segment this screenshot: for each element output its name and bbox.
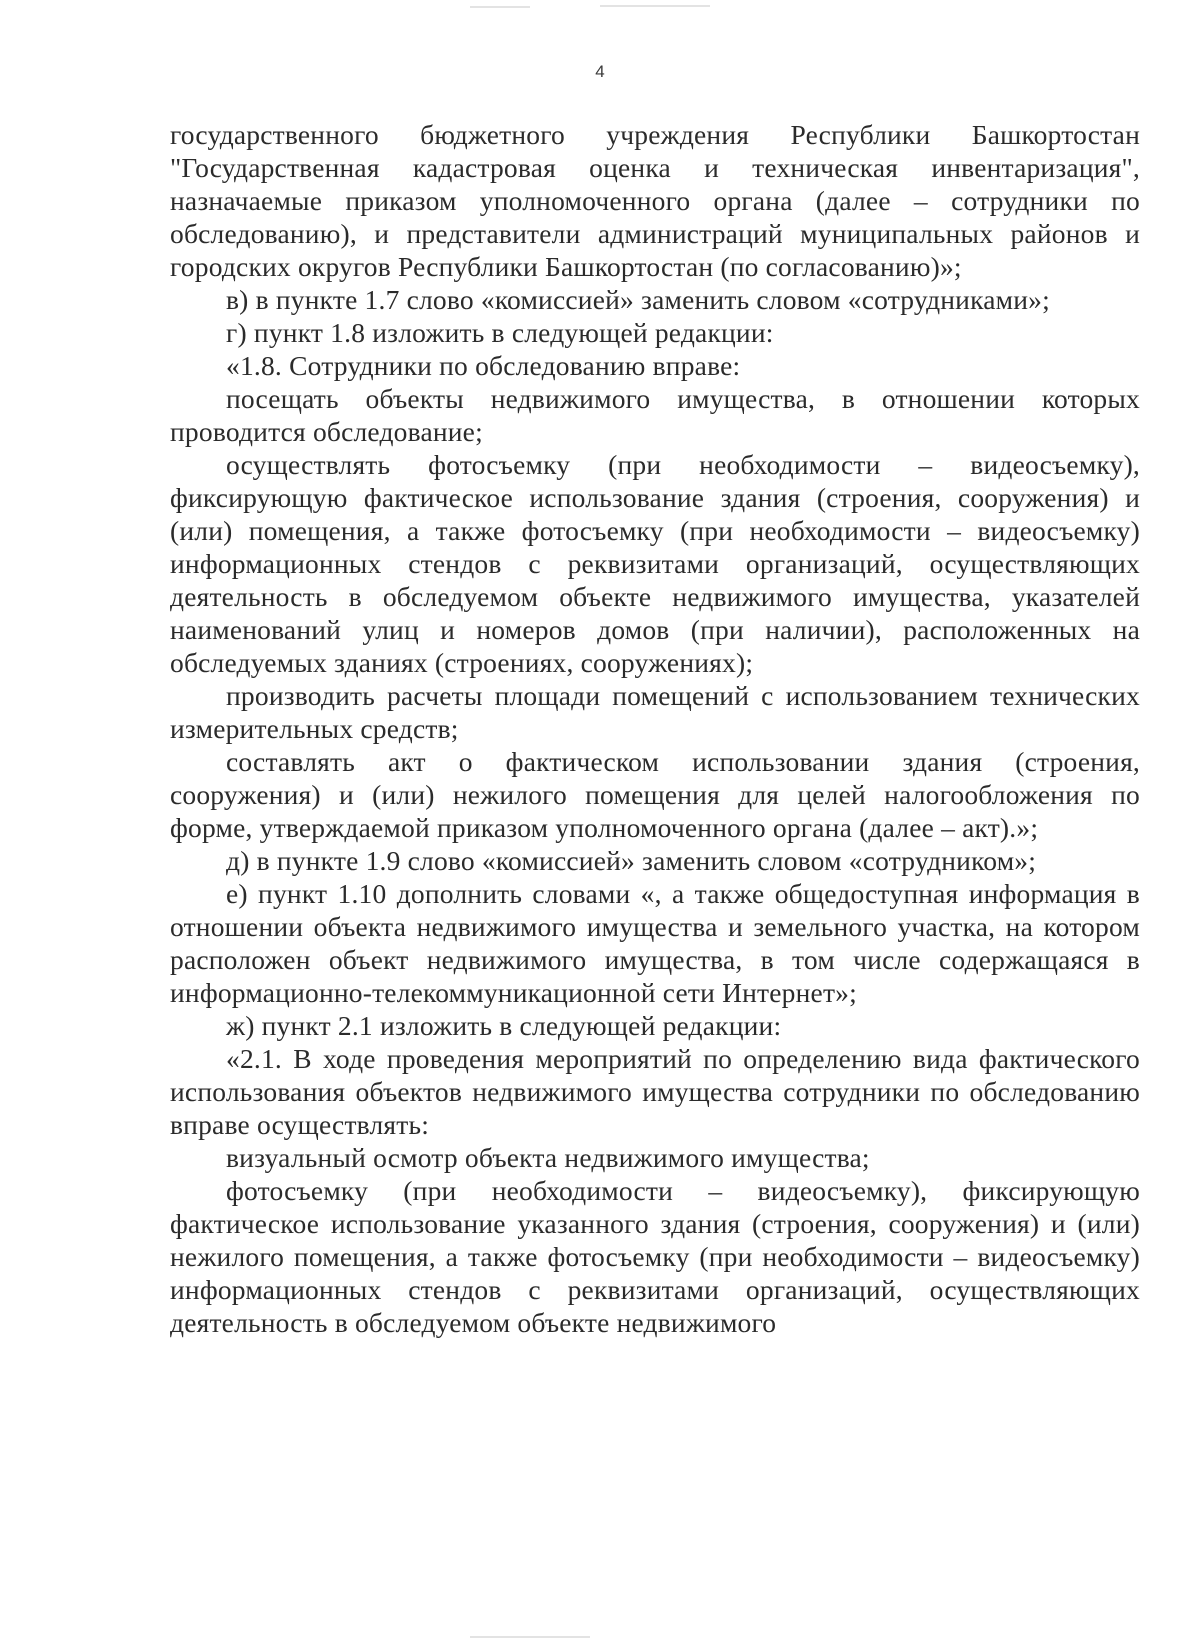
paragraph-list-item: осуществлять фотосъемку (при необходимости – видеосъемку), фиксирующую фактическое использование здания (строения, сооружения) и (или) помещения, а также фотосъемку (при необходимости – видеосъемку) информационных стендов с реквизитами организаций, осуществляющих деятельность в обследуемом объекте недвижимого имущества, указателей наименований улиц и номеров домов (при наличии), расположенных на обследуемых зданиях (строениях, сооружениях); (170, 449, 1140, 678)
scan-artifact (470, 6, 530, 8)
paragraph-item-zh: ж) пункт 2.1 изложить в следующей редакции: (226, 1010, 782, 1041)
paragraph-continuation: государственного бюджетного учреждения Республики Башкортостан "Государственная кадастровая оценка и техническая инвентаризация", назначаемые приказом уполномоченного органа (далее – сотрудники по обследованию), и представители администраций муниципальных районов и городских округов Республики Башкортостан (по согласованию)»; (170, 119, 1140, 282)
paragraph-list-item: фотосъемку (при необходимости – видеосъемку), фиксирующую фактическое использование указанного здания (строения, сооружения) и (или) нежилого помещения, а также фотосъемку (при необходимости – видеосъемку) информационных стендов с реквизитами организаций, осуществляющих деятельность в обследуемом объекте недвижимого (170, 1175, 1140, 1338)
paragraph-list-item: производить расчеты площади помещений с использованием технических измерительных средств; (170, 680, 1140, 744)
paragraph-list-item: составлять акт о фактическом использовании здания (строения, сооружения) и (или) нежилого помещения для целей налогообложения по форме, утверждаемой приказом уполномоченного органа (далее – акт).»; (170, 746, 1140, 843)
paragraph-list-item: визуальный осмотр объекта недвижимого имущества; (226, 1142, 870, 1173)
paragraph-clause-1-8: «1.8. Сотрудники по обследованию вправе: (226, 350, 741, 381)
paragraph-item-e: е) пункт 1.10 дополнить словами «, а также общедоступная информация в отношении объекта недвижимого имущества и земельного участка, на котором расположен объект недвижимого имущества, в том числе содержащаяся в информационно-телекоммуникационной сети Интернет»; (170, 878, 1140, 1008)
scan-artifact (600, 5, 710, 7)
document-body (170, 118, 1140, 1339)
paragraph-item-d: д) в пункте 1.9 слово «комиссией» заменить словом «сотрудником»; (226, 845, 1037, 876)
scan-artifact (470, 1636, 590, 1638)
paragraph-item-g: г) пункт 1.8 изложить в следующей редакции: (226, 317, 774, 348)
paragraph-list-item: посещать объекты недвижимого имущества, в отношении которых проводится обследование; (170, 383, 1140, 447)
paragraph-clause-2-1: «2.1. В ходе проведения мероприятий по определению вида фактического использования объектов недвижимого имущества сотрудники по обследованию вправе осуществлять: (170, 1043, 1140, 1140)
page-number: 4 (595, 62, 605, 81)
paragraph-item-v: в) в пункте 1.7 слово «комиссией» заменить словом «сотрудниками»; (226, 284, 1050, 315)
